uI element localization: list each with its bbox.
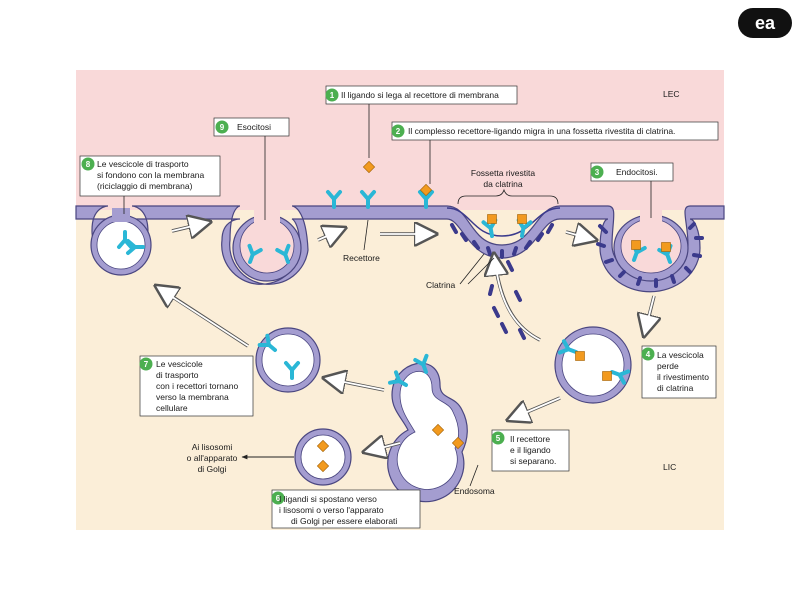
svg-text:8: 8 <box>85 160 91 169</box>
lec-label: LEC <box>663 89 680 99</box>
svg-text:I ligandi si spostano verso: I ligandi si spostano verso <box>279 494 377 504</box>
svg-text:7: 7 <box>143 360 149 369</box>
svg-text:si separano.: si separano. <box>510 456 557 466</box>
svg-text:Endocitosi.: Endocitosi. <box>616 167 658 177</box>
svg-text:5: 5 <box>495 434 501 443</box>
svg-text:di clatrina: di clatrina <box>657 383 694 393</box>
step-3 <box>591 163 674 181</box>
ligand-vesicle <box>295 429 351 485</box>
svg-text:Il ligando si lega al recettor: Il ligando si lega al recettore di membrana <box>341 90 499 100</box>
uncoating-vesicle <box>555 327 631 403</box>
svg-text:6: 6 <box>275 494 281 503</box>
svg-text:9: 9 <box>219 123 225 132</box>
svg-text:4: 4 <box>645 350 651 359</box>
svg-text:perde: perde <box>657 361 679 371</box>
svg-text:(riciclaggio di membrana): (riciclaggio di membrana) <box>97 181 193 191</box>
publisher-logo <box>738 8 792 38</box>
lic-label: LIC <box>663 462 677 472</box>
clatrina-label: Clatrina <box>426 280 456 290</box>
svg-text:con i recettori tornano: con i recettori tornano <box>156 381 239 391</box>
svg-text:i lisosomi o verso l'apparato: i lisosomi o verso l'apparato <box>279 505 384 515</box>
lysosome-label-2: o all'apparato <box>186 453 238 463</box>
step-9 <box>214 118 289 136</box>
step-2 <box>392 122 719 140</box>
lysosome-label-1: Ai lisosomi <box>191 442 233 452</box>
svg-text:Il recettore: Il recettore <box>510 434 551 444</box>
step-7 <box>140 356 254 416</box>
svg-text:cellulare: cellulare <box>156 403 188 413</box>
step-4 <box>642 346 717 398</box>
svg-text:verso la membrana: verso la membrana <box>156 392 229 402</box>
svg-text:1: 1 <box>329 91 335 100</box>
svg-text:di Golgi per essere elaborati: di Golgi per essere elaborati <box>291 516 398 526</box>
fossetta-label-2: da clatrina <box>483 179 523 189</box>
svg-text:3: 3 <box>594 168 600 177</box>
step-8 <box>80 156 220 196</box>
step-5 <box>492 430 570 471</box>
svg-text:si fondono con la membrana: si fondono con la membrana <box>97 170 205 180</box>
svg-text:Il complesso recettore-ligando: Il complesso recettore-ligando migra in una fossetta rivestita di clatrina. <box>408 126 676 136</box>
svg-text:il rivestimento: il rivestimento <box>657 372 709 382</box>
svg-text:Le vescicole di trasporto: Le vescicole di trasporto <box>97 159 189 169</box>
step-1 <box>326 86 518 104</box>
svg-text:2: 2 <box>395 127 401 136</box>
svg-text:Esocitosi: Esocitosi <box>237 122 272 132</box>
svg-text:Le vescicole: Le vescicole <box>156 359 203 369</box>
recettore-label: Recettore <box>343 253 380 263</box>
fossetta-label-1: Fossetta rivestita <box>470 168 536 178</box>
logo-text: ea <box>754 13 776 33</box>
step-6 <box>272 490 421 528</box>
svg-text:di trasporto: di trasporto <box>156 370 199 380</box>
endosome-label: Endosoma <box>454 486 495 496</box>
recycling-vesicle <box>256 328 320 392</box>
svg-text:La vescicola: La vescicola <box>657 350 704 360</box>
lysosome-label-3: di Golgi <box>197 464 227 474</box>
svg-text:e il ligando: e il ligando <box>510 445 551 455</box>
